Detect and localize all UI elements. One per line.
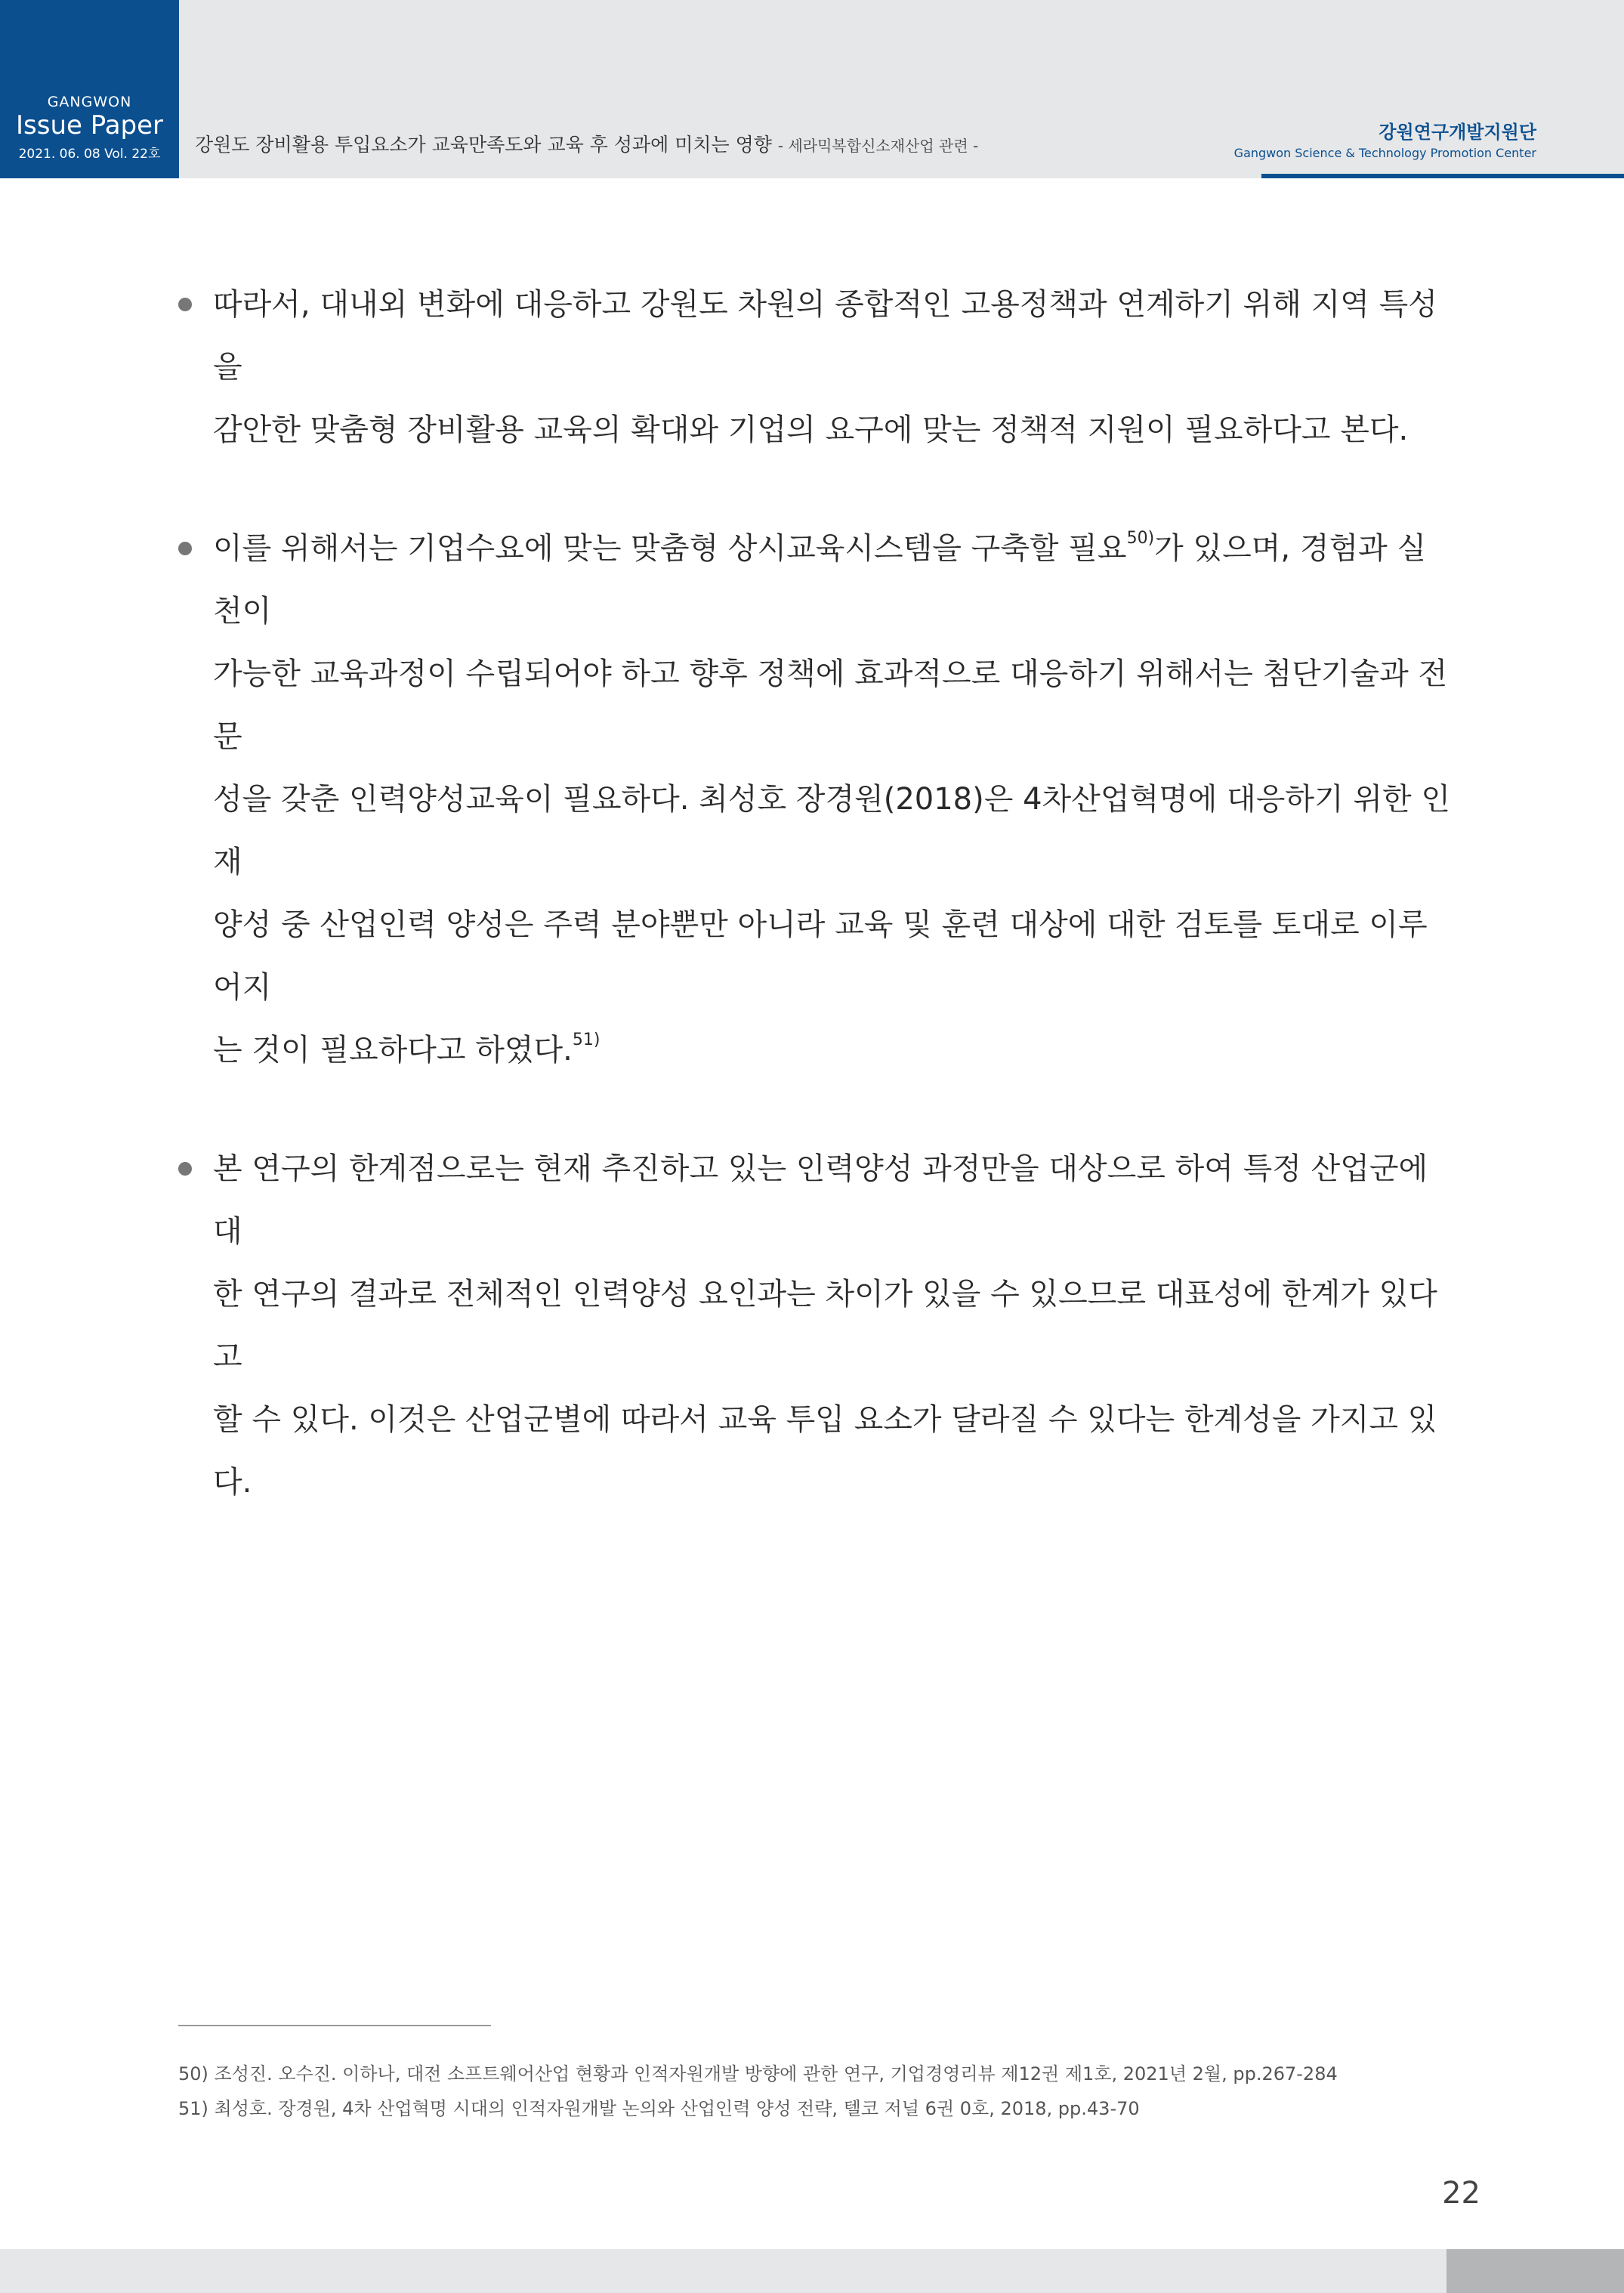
bullet-icon bbox=[178, 298, 192, 311]
paragraph-line: 감안한 맞춤형 장비활용 교육의 확대와 기업의 요구에 맞는 정책적 지원이 필요하다고 본다. bbox=[213, 413, 1409, 447]
footnotes bbox=[178, 2057, 1462, 2126]
title-subtitle: - 세라믹복합신소재산업 관련 - bbox=[777, 137, 979, 155]
footnote-ref-50[interactable]: 50) bbox=[1126, 529, 1155, 548]
bullet-paragraph bbox=[175, 518, 1452, 1082]
issue-date: 2021. 06. 08 Vol. 22호 bbox=[18, 147, 161, 162]
body-content bbox=[175, 273, 1452, 1570]
page-header bbox=[0, 0, 1624, 178]
bullet-icon bbox=[178, 1162, 192, 1176]
paragraph-line: 가능한 교육과정이 수립되어야 하고 향후 정책에 효과적으로 대응하기 위해서는 첨단기술과 전문 bbox=[213, 657, 1448, 754]
footer-tab bbox=[1446, 2249, 1624, 2293]
title-main: 강원도 장비활용 투입요소가 교육만족도와 교육 후 성과에 미치는 영향 bbox=[195, 134, 772, 156]
header-accent-line bbox=[1261, 174, 1624, 178]
brand-region: GANGWON bbox=[47, 94, 132, 110]
brand-logo bbox=[0, 0, 179, 178]
org-name: 강원연구개발지원단 bbox=[1379, 122, 1536, 143]
paragraph-line: 는 것이 필요하다고 하였다. bbox=[213, 1033, 573, 1068]
org-english-name: Gangwon Science & Technology Promotion Center bbox=[1233, 146, 1536, 160]
bullet-icon bbox=[178, 542, 192, 555]
brand-publication: Issue Paper bbox=[15, 110, 164, 141]
paragraph-text: 가 있으며, 경험과 실천이 bbox=[213, 531, 1427, 629]
paragraph-line: 한 연구의 결과로 전체적인 인력양성 요인과는 차이가 있을 수 있으므로 대표성에 한계가 있다고 bbox=[213, 1277, 1437, 1374]
footnote-50: 50) 조성진. 오수진. 이하나, 대전 소프트웨어산업 현황과 인적자원개발 방향에 관한 연구, 기업경영리뷰 제12권 제1호, 2021년 2월, pp.267-284 bbox=[178, 2063, 1338, 2084]
paragraph-line: 따라서, 대내외 변화에 대응하고 강원도 차원의 종합적인 고용정책과 연계하기 위해 지역 특성을 bbox=[213, 287, 1437, 385]
bullet-paragraph bbox=[175, 1138, 1452, 1514]
bullet-paragraph bbox=[175, 273, 1452, 462]
paragraph-line: 성을 갖춘 인력양성교육이 필요하다. 최성호 장경원(2018)은 4차산업혁명에 대응하기 위한 인재 bbox=[213, 782, 1451, 879]
paragraph-line: 할 수 있다. 이것은 산업군별에 따라서 교육 투입 요소가 달라질 수 있다는 한계성을 가지고 있다. bbox=[213, 1402, 1437, 1500]
paragraph-line: 양성 중 산업인력 양성은 주력 분야뿐만 아니라 교육 및 훈련 대상에 대한 검토를 토대로 이루어지 bbox=[213, 907, 1428, 1005]
paragraph-text: 이를 위해서는 기업수요에 맞는 맞춤형 상시교육시스템을 구축할 필요 bbox=[213, 531, 1127, 566]
footer-band bbox=[0, 2249, 1446, 2293]
footnote-divider bbox=[178, 2025, 491, 2026]
footnote-51: 51) 최성호. 장경원, 4차 산업혁명 시대의 인적자원개발 논의와 산업인력 양성 전략, 텔코 저널 6권 0호, 2018, pp.43-70 bbox=[178, 2098, 1140, 2119]
page-number: 22 bbox=[1442, 2176, 1480, 2211]
paragraph-line: 본 연구의 한계점으로는 현재 추진하고 있는 인력양성 과정만을 대상으로 하여 특정 산업군에 대 bbox=[213, 1151, 1428, 1249]
document-title bbox=[195, 130, 978, 157]
footnote-ref-51[interactable]: 51) bbox=[572, 1031, 601, 1049]
